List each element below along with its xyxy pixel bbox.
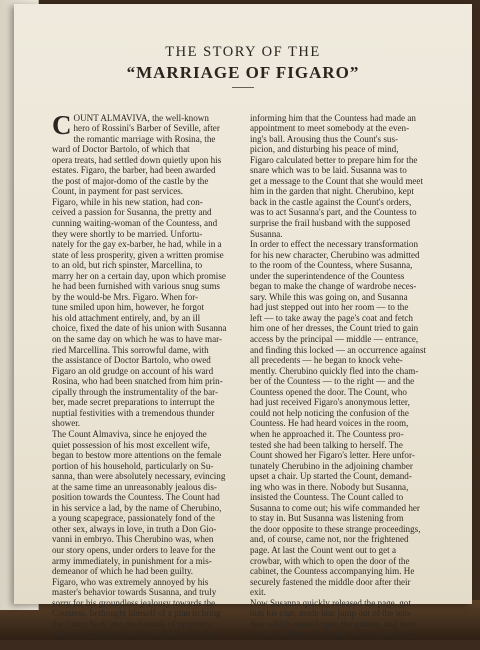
left-column-text: hero of Rossini's Barber of Seville, after the romantic marriage with Rosina, the ward of Doctor Bartolo, of which that opera treats, had settled down quietly upon his estates. Figaro, the barber, had been awarded the post of major-domo of the castle by the Count, in payment for past services. Figaro, while in his new station, had con- ceived a passion for Susanna, the pretty and cunning waiting-woman of the Countess, and they were shortly to be married. Unfortu- nately for the gay ex-barber, he had, while in a state of less prosperity, given a written promise to an old, but rich spinster, Marcellina, to marry her on a certain day, upon which promise he had been furnished with various snug sums by the would-be Mrs. Figaro. When for- tune smiled upon him, however, he forgot his old attachment entirely, and, by an ill choice, fixed the date of his union with Susanna on the same day on which he was to have mar- ried Marcellina. This sorrowful dame, with the assistance of Doctor Bartolo, who owed Figaro an old grudge on account of his ward Rosina, who had been snatched from him prin- cipally through the instrumentality of the bar- ber, made secret preparations to interrupt the nuptial festivities with a tremendous thunder shower. The Count Almaviva, since he enjoyed the quiet possession of his most excellent wife, began to bestow more attentions on the female portion of his household, particularly on Su- sanna, than were absolutely necessary, evincing at the same time an unreasonably jealous dis- position towards the Countess. The Count had in his service a lad, by the name of Cherubino, a young scapegrace, passionately fond of the other sex, always in love, in truth a Don Gio- vanni in embryo. This Cherubino was, when our story opens, under orders to leave for the army immediately, in punishment for a mis- demeanor of which he had been guilty. Figaro, who was extremely annoyed by his master's behavior towards Susanna, and truly sorry for his groundless jealousy towards the Countess, bethought himself of a plan to bring the Count back into the bounds of propriety. In the first place he sent a letter to the Count,	[52, 123, 227, 640]
left-column	[52, 102, 242, 650]
title-divider	[232, 87, 254, 88]
first-line-text: OUNT ALMAVIVA, the well-known	[73, 112, 209, 123]
right-column-text: informing him that the Countess had made an appointment to meet somebody at the even- ing's ball. Arousing thus the Count's sus- picion, and disturbing his peace of mind, Figaro calculated better to prepare him for the snare which was to be laid. Susanna was to get a message to the Count that she would meet him in the garden that night. Cherubino, kept back in the castle against the Count's orders, was to act Susanna's part, and the Countess to surprise the frail husband with the supposed Susanna. In order to effect the necessary transformation for his new character, Cherubino was admitted to the room of the Countess, where Susanna, under the superintendence of the Countess began to make the change of wardrobe neces- sary. While this was going on, and Susanna had just stepped out into her room — to the left — to take away the page's coat and fetch him one of her dresses, the Count tried to gain access by the principal — middle — entrance, and finding this locked — an occurrence against all precedents — he began to knock vehe- mently. Cherubino quickly fled into the cham- ber of the Countess — to the right — and the Countess opened the door. The Count, who had just received Figaro's anonymous letter, could not help noticing the confusion of the Countess. He had heard voices in the room, when he approached it. The Countess pro- tested she had been talking to herself. The Count showed her Figaro's letter. Here unfor- tunately Cherubino in the adjoining chamber upset a chair. Up started the Count, demand- ing who was in there. Nobody but Susanna, insisted the Countess. The Count called to Susanna to come out; his wife commanded her to stay in. But Susanna was listening from the door opposite to these strange proceedings, and, of course, came not, nor the frightened page. At last the Count went out to get a crowbar, with which to open the door of the cabinet, the Countess accompanying him. He securely fastened the middle door after their exit. Now Susanna quickly released the page, got him his coat, made him jump out of the win- dow which opened upon the garden, and then went herself into the chamber just quitted by	[250, 112, 427, 640]
right-column	[250, 102, 444, 650]
drop-cap: C	[52, 109, 72, 140]
title-line-1: THE STORY OF THE	[165, 44, 321, 60]
book-page	[14, 4, 472, 640]
title-line-2: “MARRIAGE OF FIGARO”	[126, 63, 360, 82]
